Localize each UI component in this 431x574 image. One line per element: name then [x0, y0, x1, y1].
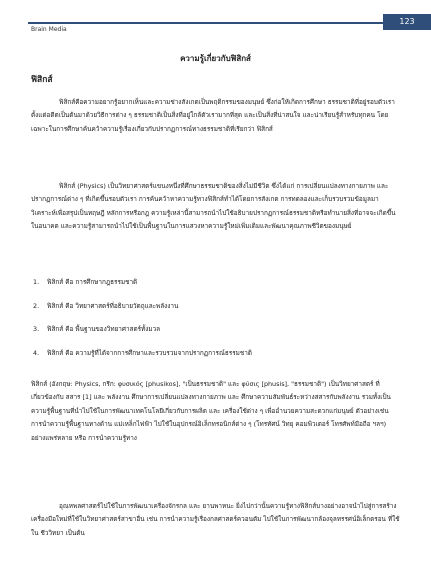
list-text: ฟิสิกส์ คือ ความรู้ที่ได้จากการศึกษาและรวบรวมจากปรากฏการณ์ธรรมชาติ: [47, 348, 252, 357]
list-number: 4.: [33, 348, 40, 357]
document-title: ความรู้เกี่ยวกับฟิสิกส์: [180, 54, 251, 63]
page-number-badge: [383, 14, 431, 30]
brand-label: Brain Media: [31, 26, 67, 33]
list-item: [31, 347, 401, 371]
page-number: 123: [399, 17, 415, 26]
list-number: 3.: [33, 325, 40, 333]
paragraph-definition: ฟิสิกส์ (Physics) เป็นวิทยาศาสตร์แขนงหนึ่งที่ศึกษาธรรมชาติของสิ่งไม่มีชีวิต ซึ่งได้แก่ การเปลี่ยนแปลงทางกายภาพ และปรากฏการณ์ต่าง ๆ ที่เกิดขึ้นรอบตัวเรา การค้นคว้าหาความรู้ทางฟิสิกส์ทำได้โดยการสังเกต การทดลองและเก็บรวบรวมข้อมูลมาวิเคราะห์เพื่อสรุปเป็นทฤษฎี หลักการหรือกฎ ความรู้เหล่านี้สามารถนำไปใช้อธิบายปรากฏการณ์ธรรมชาติหรือทำนายสิ่งที่อาจจะเกิดขึ้นในอนาคต และความรู้สามารถนำไปใช้เป็นพื้นฐานในการแสวงหาความรู้ใหม่เพิ่มเติมและพัฒนาคุณภาพชีวิตของมนุษย์: [31, 182, 396, 231]
list-text: ฟิสิกส์ คือ การศึกษากฎธรรมชาติ: [47, 278, 138, 286]
paragraph-intro: ฟิสิกส์คือความอยากรู้อยากเห็นและความช่างสังเกตเป็นพฤติกรรมของมนุษย์ ซึ่งก่อให้เกิดการศึกษา ธรรมชาติที่อยู่รอบตัวเราตั้งแต่อดีตเป็นต้นมาด้วยวิธีการต่าง ๆ ธรรมชาติเป็นสิ่งที่อยู่ใกล้ตัวเรามากที่สุด และเป็นสิ่งที่น่าสนใจ และน่าเรียนรู้สำหรับทุกคน โดยเฉพาะในการศึกษาค้นคว้าความรู้เรื่องเกี่ยวกับปรากฏการณ์ทางธรรมชาติที่เรียกว่า ฟิสิกส์: [31, 98, 395, 133]
list-text: ฟิสิกส์ คือ พื้นฐานของวิทยาศาสตร์ทั้งมวล: [47, 325, 161, 333]
paragraph-etymology: ฟิสิกส์ (อังกฤษ: Physics, กรีก: φυσικός [phusikos], "เป็นธรรมชาติ" และ φύσις [phusis], "ธรรมชาติ") เป็นวิทยาศาสตร์ ที่เกี่ยวข้องกับ สสาร [1] และ พลังงาน ศึกษาการเปลี่ยนแปลงทางกายภาพ และ ศึกษาความสัมพันธ์ระหว่างสสารกับพลังงาน รวมทั้งเป็นความรู้พื้นฐานที่นำไปใช้ในการพัฒนาเทคโนโลยีเกี่ยวกับการผลิต และ เครื่องใช้ต่าง ๆ เพื่ออำนวยความสะดวกแก่มนุษย์ ตัวอย่างเช่น การนำความรู้พื้นฐานทางด้าน แม่เหล็กไฟฟ้า ไปใช้ในอุปกรณ์อิเล็กทรอนิกส์ต่าง ๆ (โทรทัศน์ วิทยุ คอมพิวเตอร์ โทรศัพท์มือถือ ฯลฯ) อย่างแพร่หลาย หรือ การนำความรู้ทาง: [31, 380, 391, 442]
section-heading: ฟิสิกส์: [31, 75, 53, 85]
list-item: [31, 276, 401, 300]
list-item: [31, 323, 401, 347]
header-rule: [28, 22, 401, 24]
list-text: ฟิสิกส์ คือ วิทยาศาสตร์ที่อธิบายวัตถุและพลังงาน: [47, 301, 179, 310]
list-item: [31, 300, 401, 324]
list-number: 2.: [33, 301, 40, 310]
list-number: 1.: [33, 278, 40, 286]
paragraph-applications: อุณหพลศาสตร์ไปใช้ในการพัฒนาเครื่องจักรกล และ ยานพาหนะ ยิ่งไปกว่านั้นความรู้ทางฟิสิกส์บางอย่างอาจนำไปสู่การสร้างเครื่องมือใหม่ที่ใช้ในวิทยาศาสตร์สาขาอื่น เช่น การนำความรู้เรื่องกลศาสตร์ควอนตัม ไปใช้ในการพัฒนากล้องจุลทรรศน์อิเล็กตรอน ที่ใช้ใน ชีววิทยา เป็นต้น: [31, 502, 400, 537]
definition-list: [31, 276, 401, 370]
